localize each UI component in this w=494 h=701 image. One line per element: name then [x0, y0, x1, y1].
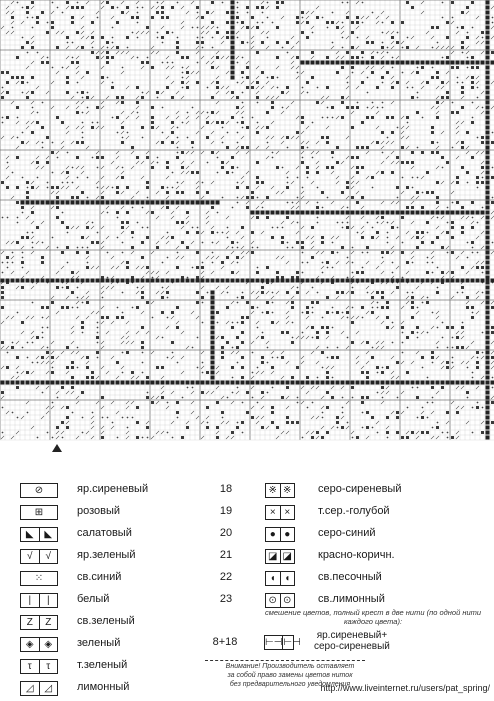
mix-note: смешение цветов, полный крест в две нити (по одной нити каждого цвета):	[258, 608, 488, 626]
legend-row	[20, 591, 235, 613]
legend-row	[258, 569, 488, 591]
legend-row	[258, 525, 488, 547]
legend-row	[20, 481, 235, 503]
legend-mix-name: яр.сиреневый+ серо-сиреневый	[314, 630, 390, 652]
z-pair-icon: Z Z	[20, 615, 58, 630]
center-marker-arrow-icon	[52, 444, 62, 452]
half-circle-pair-icon: ◖ ◖	[265, 571, 295, 586]
thread-number: 22	[216, 570, 236, 585]
legend-row	[20, 569, 235, 591]
legend-row	[258, 503, 488, 525]
legend-color-name: салатовый	[77, 526, 132, 541]
thread-number: 23	[216, 592, 236, 607]
legend-color-name: св.зеленый	[77, 614, 135, 629]
dots-icon: ⁙	[20, 571, 58, 586]
half-square-pair-icon: ◪ ◪	[265, 549, 295, 564]
legend-color-name: серо-сиреневый	[318, 482, 401, 497]
legend-color-name: розовый	[77, 504, 120, 519]
thread-mix-number: 8+18	[202, 635, 248, 650]
triangle-pair-icon: ◣ ◣	[20, 527, 58, 542]
x-pair-icon: × ×	[265, 505, 295, 520]
asterisk-cross-pair-icon: ※ ※	[265, 483, 295, 498]
legend-row	[20, 547, 235, 569]
legend-color-name: т.зеленый	[77, 658, 127, 673]
thread-number: 18	[216, 482, 236, 497]
legend-color-name: св.синий	[77, 570, 121, 585]
legend-color-name: лимонный	[77, 680, 129, 695]
check-pair-icon: √ √	[20, 549, 58, 564]
legend-row	[258, 547, 488, 569]
legend-color-name: белый	[77, 592, 109, 607]
source-url-watermark: http://www.liveinternet.ru/users/pat_spring/	[300, 683, 490, 694]
legend-numbered-list	[258, 481, 488, 613]
legend-color-name: яр.зеленый	[77, 548, 135, 563]
thread-number: 20	[216, 526, 236, 541]
circle-dot-pair-icon: ⊙ ⊙	[265, 593, 295, 608]
diamond-dot-pair-icon: ◈ ◈	[20, 637, 58, 652]
dot-pair-icon: ● ●	[265, 527, 295, 542]
divider	[205, 660, 365, 661]
manufacturer-warning: Внимание! Производитель оставляет за собой право замены цветов ниток без предварительного уведомления	[180, 662, 400, 689]
legend-color-name: серо-синий	[318, 526, 376, 541]
diagonal-slash-icon: ⊘	[20, 483, 58, 498]
legend-color-name: св.песочный	[318, 570, 382, 585]
thread-number: 19	[216, 504, 236, 519]
legend-color-name: св.лимонный	[318, 592, 385, 607]
corner-pair-icon: ◿ ◿	[20, 681, 58, 696]
legend-color-name: т.сер.-голубой	[318, 504, 390, 519]
legend-row	[20, 613, 235, 635]
h-bar-pair-icon: ⊢⊣ ⊢⊣	[264, 635, 294, 650]
legend-mix-row	[258, 630, 488, 654]
legend-color-name: яр.сиреневый	[77, 482, 148, 497]
legend-row	[258, 481, 488, 503]
grid-square-icon: ⊞	[20, 505, 58, 520]
vertical-bars-icon: | |	[20, 593, 58, 608]
legend-color-name: зеленый	[77, 636, 120, 651]
legend-row	[20, 503, 235, 525]
legend-color-name: красно-коричн.	[318, 548, 395, 563]
thread-number: 21	[216, 548, 236, 563]
tau-pair-icon: τ τ	[20, 659, 58, 674]
legend-row	[20, 525, 235, 547]
